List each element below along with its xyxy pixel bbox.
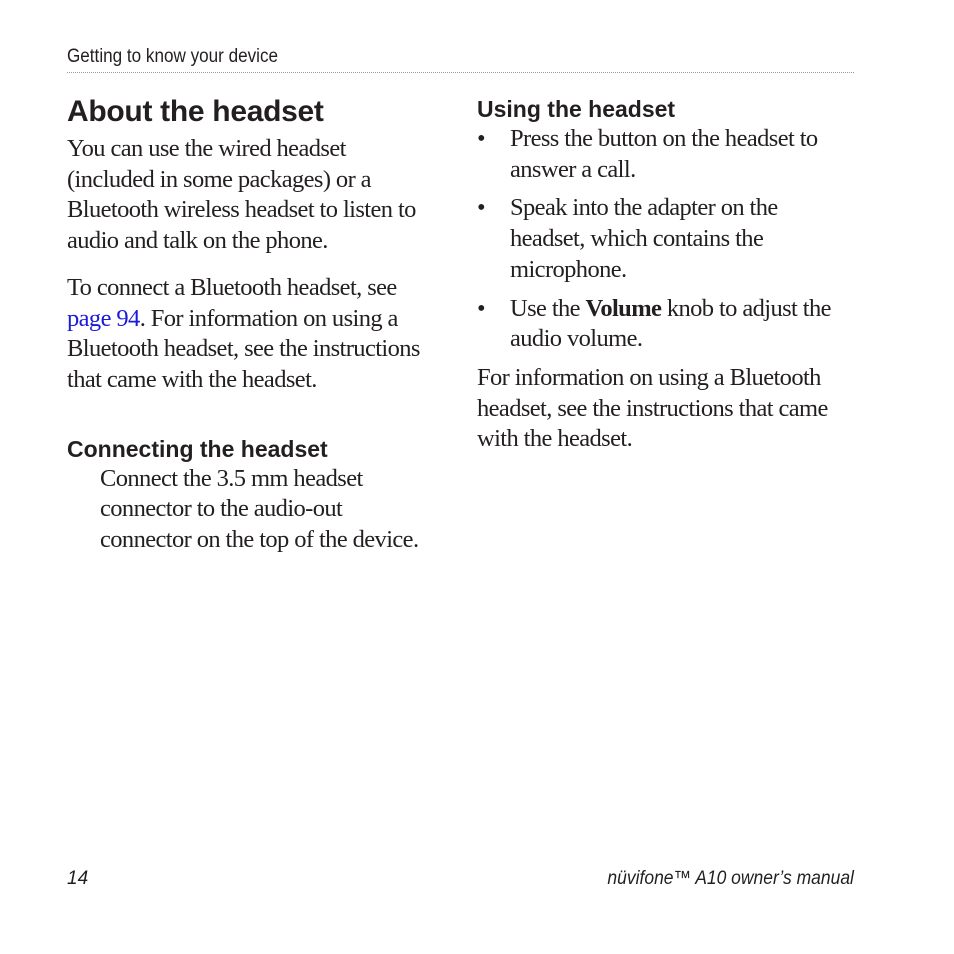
- paragraph-text: To connect a Bluetooth headset, see: [67, 273, 397, 301]
- left-column: [67, 94, 437, 556]
- volume-knob-label: Volume: [585, 294, 662, 322]
- connecting-heading: Connecting the headset: [67, 435, 328, 462]
- list-item-text: Use the: [510, 294, 586, 322]
- right-column: [477, 94, 854, 455]
- page-94-link[interactable]: page 94: [67, 304, 140, 332]
- bullet: •: [477, 194, 485, 222]
- list-item: [477, 294, 854, 355]
- list-item-text: knob to adjust the audio volume.: [510, 294, 831, 353]
- section-title: About the headset: [67, 95, 324, 128]
- manual-title: nüvifone™ A10 owner’s manual: [607, 868, 854, 889]
- using-heading: Using the headset: [477, 96, 676, 122]
- bullet: •: [477, 125, 485, 152]
- list-item-text: Speak into the adapter on the headset, which contains the microphone.: [510, 194, 778, 283]
- running-header: Getting to know your device: [67, 46, 279, 67]
- list-item-text: Press the button on the headset to answer a call.: [510, 125, 818, 183]
- paragraph-text: . For information on using a Bluetooth headset, see the instructions that came with the headset.: [67, 304, 420, 393]
- using-steps-list: [477, 124, 854, 355]
- list-item: [477, 124, 854, 185]
- page-number: 14: [67, 868, 89, 889]
- header-divider: [67, 72, 854, 73]
- intro-paragraph: You can use the wired headset (included in some packages) or a Bluetooth wireless headset to listen to audio and talk on the phone.: [67, 135, 416, 255]
- list-item: [477, 193, 854, 285]
- closing-paragraph: For information on using a Bluetooth headset, see the instructions that came with the headset.: [477, 363, 828, 453]
- connect-bluetooth-paragraph: [67, 273, 437, 396]
- bullet: •: [477, 294, 485, 322]
- connecting-instructions: Connect the 3.5 mm headset connector to the audio-out connector on the top of the device.: [100, 464, 419, 554]
